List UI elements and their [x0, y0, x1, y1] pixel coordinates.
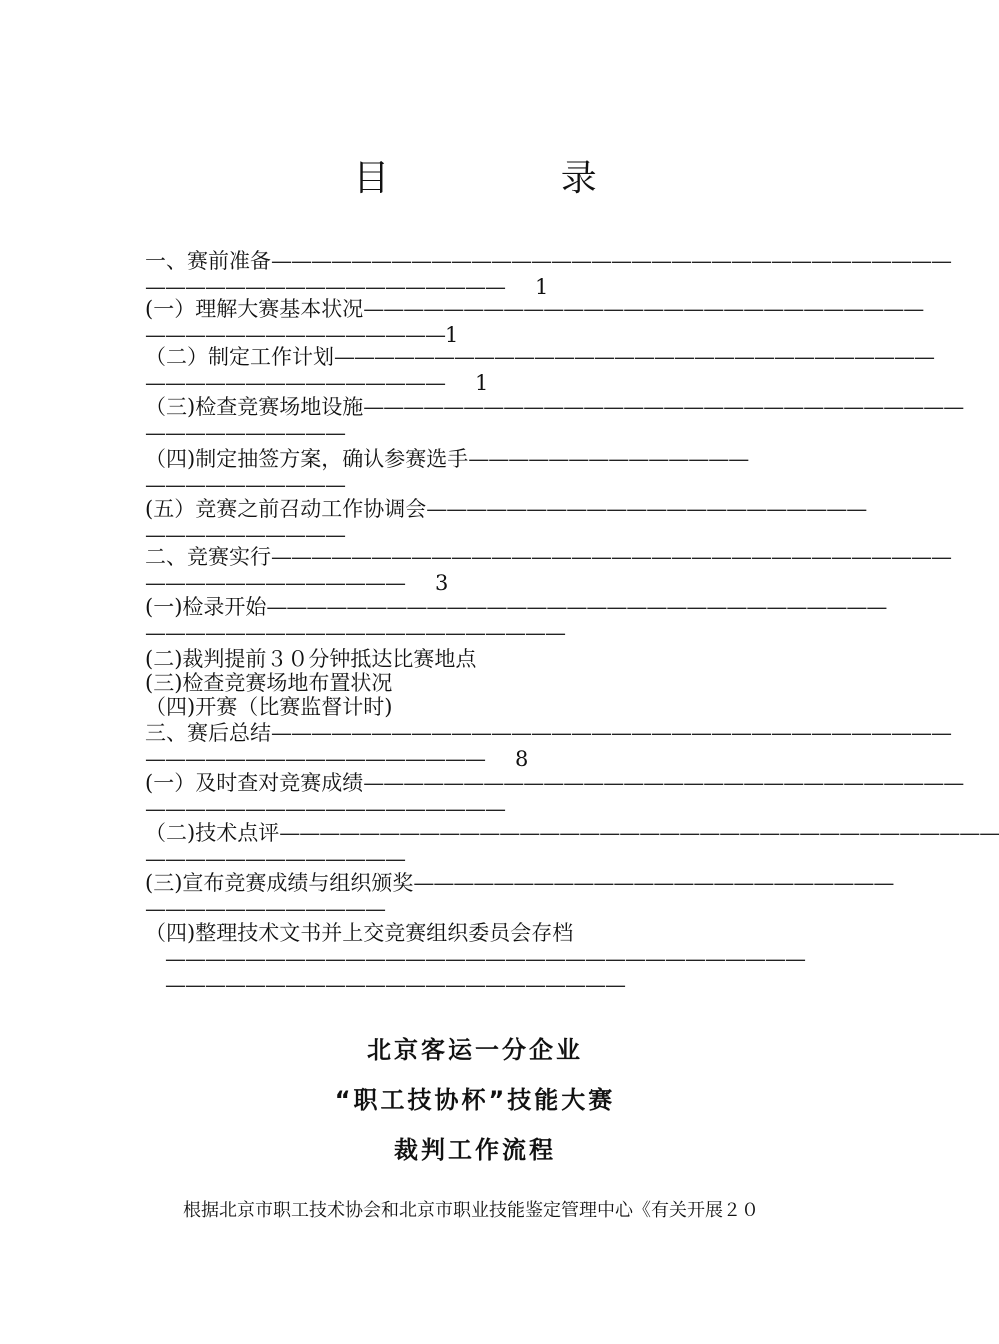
toc-entry-text: (一）理解大赛基本状况	[145, 297, 364, 321]
contest-heading: “职工技协杯”技能大赛	[334, 1086, 616, 1114]
toc-entry[interactable]	[145, 296, 924, 348]
toc-leader: ————————————	[145, 897, 385, 921]
toc-entry-text: (三)宣布竞赛成绩与组织颁奖	[145, 871, 414, 895]
toc-leader: —————————————	[145, 847, 405, 871]
toc-entry[interactable]	[145, 720, 951, 772]
toc-entry-text: （三)检查竞赛场地设施	[145, 395, 364, 419]
toc-leader: ——————————————————	[145, 275, 505, 299]
toc-page-number: 1	[535, 275, 549, 299]
toc-leader: ——————————	[145, 421, 345, 445]
toc-leader: ——————————————————————————————————	[271, 249, 951, 273]
toc-page-number: 1	[445, 323, 459, 347]
toc-leader: ——————————	[145, 473, 345, 497]
toc-leader: ——————————————————	[145, 797, 505, 821]
toc-entry[interactable]	[145, 344, 934, 396]
toc-entry-text: （二）制定工作计划	[145, 345, 334, 369]
toc-entry[interactable]	[145, 496, 867, 548]
toc-leader: —————————————	[145, 571, 405, 595]
toc-leader: ——————————————	[468, 447, 749, 471]
toc-entry-text: (一)检录开始	[145, 595, 267, 619]
toc-entry[interactable]	[145, 394, 964, 446]
toc-entry[interactable]	[145, 248, 951, 300]
toc-leader: ——————————————————————————————	[334, 345, 934, 369]
toc-entry[interactable]	[145, 594, 887, 646]
toc-leader: ——————————	[145, 523, 345, 547]
toc-leader: ——————————————————————	[426, 497, 867, 521]
toc-leader: ————————————————————————————	[363, 297, 924, 321]
toc-entry-text: （四)开赛（比赛监督计时)	[145, 695, 393, 719]
body-paragraph: 根据北京市职工技术协会和北京市职业技能鉴定管理中心《有关开展２０	[183, 1200, 759, 1221]
toc-entry-text: (一）及时查对竞赛成绩	[145, 771, 364, 795]
toc-entry-text: (三)检查竞赛场地布置状况	[145, 671, 393, 695]
toc-entry-text: （二)技术点评	[145, 821, 280, 845]
toc-entry[interactable]	[145, 820, 999, 872]
toc-entry[interactable]	[145, 920, 810, 998]
toc-entry[interactable]	[145, 770, 964, 822]
toc-leader: ———————————————	[145, 371, 445, 395]
toc-entry[interactable]	[145, 670, 810, 696]
toc-leader: ————————————————————————————————	[165, 947, 805, 971]
toc-entry[interactable]	[145, 870, 894, 922]
toc-entry-text: (二)裁判提前３０分钟抵达比赛地点	[145, 647, 477, 671]
toc-leader: ——————————————————————————————————	[271, 721, 951, 745]
toc-entry-text: 二、竞赛实行	[145, 545, 271, 569]
toc-leader: ———————————————————————————————	[266, 595, 887, 619]
toc-leader: ——————————————————————————————	[363, 395, 964, 419]
toc-entry-text: 一、赛前准备	[145, 249, 271, 273]
toc-leader: ————————————————————————	[413, 871, 894, 895]
section-heading: 裁判工作流程	[394, 1136, 556, 1164]
toc-leader: —————————————————	[145, 747, 485, 771]
toc-entry-text: （四)制定抽签方案，确认参赛选手	[145, 447, 469, 471]
toc-leader: —————————————————————	[145, 621, 565, 645]
toc-entry-text: （四)整理技术文书并上交竞赛组织委员会存档	[145, 921, 574, 945]
org-heading: 北京客运一分企业	[367, 1036, 583, 1064]
toc-leader: ——————————————————————————————————	[271, 545, 951, 569]
toc-title: 目 录	[353, 158, 677, 199]
toc-entry[interactable]	[145, 544, 951, 596]
toc-entry[interactable]	[145, 694, 810, 720]
toc-leader: ————————————————————————————————————	[279, 821, 999, 845]
toc-page-number: 1	[475, 371, 489, 395]
toc-entry-text: 三、赛后总结	[145, 721, 271, 745]
toc-leader: ———————————————————————	[165, 973, 625, 997]
toc-entry-text: (五）竞赛之前召动工作协调会	[145, 497, 427, 521]
toc-page-number: 8	[515, 747, 529, 771]
toc-leader: ———————————————	[145, 323, 445, 347]
toc-entry[interactable]	[145, 446, 810, 498]
toc-entry[interactable]	[145, 646, 810, 672]
toc-page-number: 3	[435, 571, 449, 595]
toc-leader: ——————————————————————————————	[363, 771, 964, 795]
